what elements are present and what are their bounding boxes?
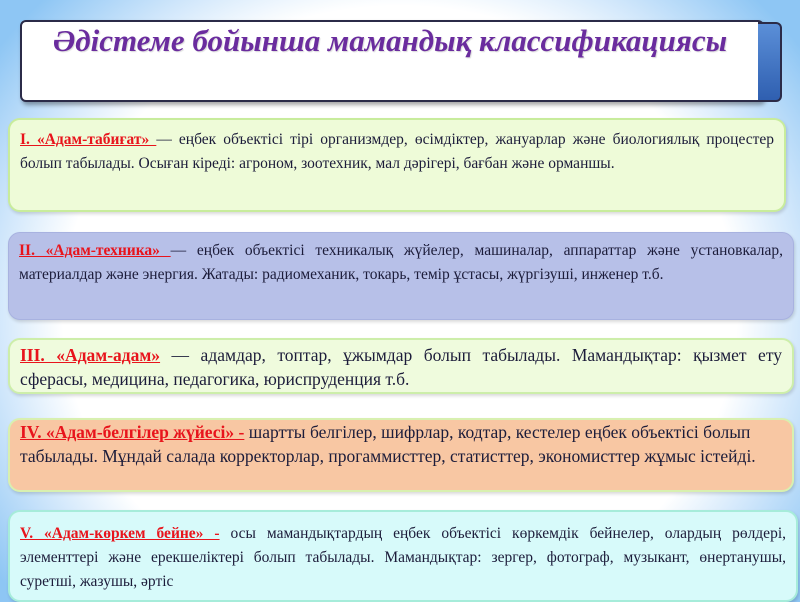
category-box-signs [8,418,794,492]
category-heading: I. «Адам-табиғат» [20,131,157,148]
category-description: — еңбек объектісі тірі организмдер, өсімдіктер, жануарлар және биологиялық процестер болып табылады. Осыған кіреді: агроном, зоотехник, мал дәрігері, бағбан және орманшы. [20,131,775,172]
category-description: — еңбек объектісі техникалық жүйелер, машиналар, аппараттар және установкалар, материалдар және энергия. Жатады: радиомеханик, токарь, темір ұстасы, жүргізуші, инженер т.б. [19,242,783,283]
category-description: осы мамандықтардың еңбек объектісі көркемдік бейнелер, олардың рөлдері, элементтері және ерекшеліктері болып табылады. Мамандықтар: зергер, фотограф, музыкант, өнертанушы, суретші, жазушы, әртіс [20,525,786,590]
category-box-nature [8,118,786,212]
slide-title: Әдістеме бойынша мамандық классификациясы [52,23,728,58]
category-box-human [8,338,794,394]
category-heading: V. «Адам-көркем бейне» - [20,525,220,542]
category-description: шартты белгілер, шифрлар, кодтар, кестелер еңбек объектісі болып табылады. Мұндай салада корректорлар, прогаммисттер, статисттер, экономисттер жұмыс істейді. [20,422,756,466]
category-box-technics [8,232,794,320]
category-heading: III. «Адам-адам» [20,345,161,365]
category-box-art [8,510,798,602]
category-heading: II. «Адам-техника» [19,242,171,259]
category-description: — адамдар, топтар, ұжымдар болып табылады. Мамандықтар: қызмет ету сферасы, медицина, педагогика, юриспруденция т.б. [20,345,782,389]
title-tab-decoration [758,22,782,102]
category-heading: IV. «Адам-белгілер жүйесі» - [20,422,245,442]
